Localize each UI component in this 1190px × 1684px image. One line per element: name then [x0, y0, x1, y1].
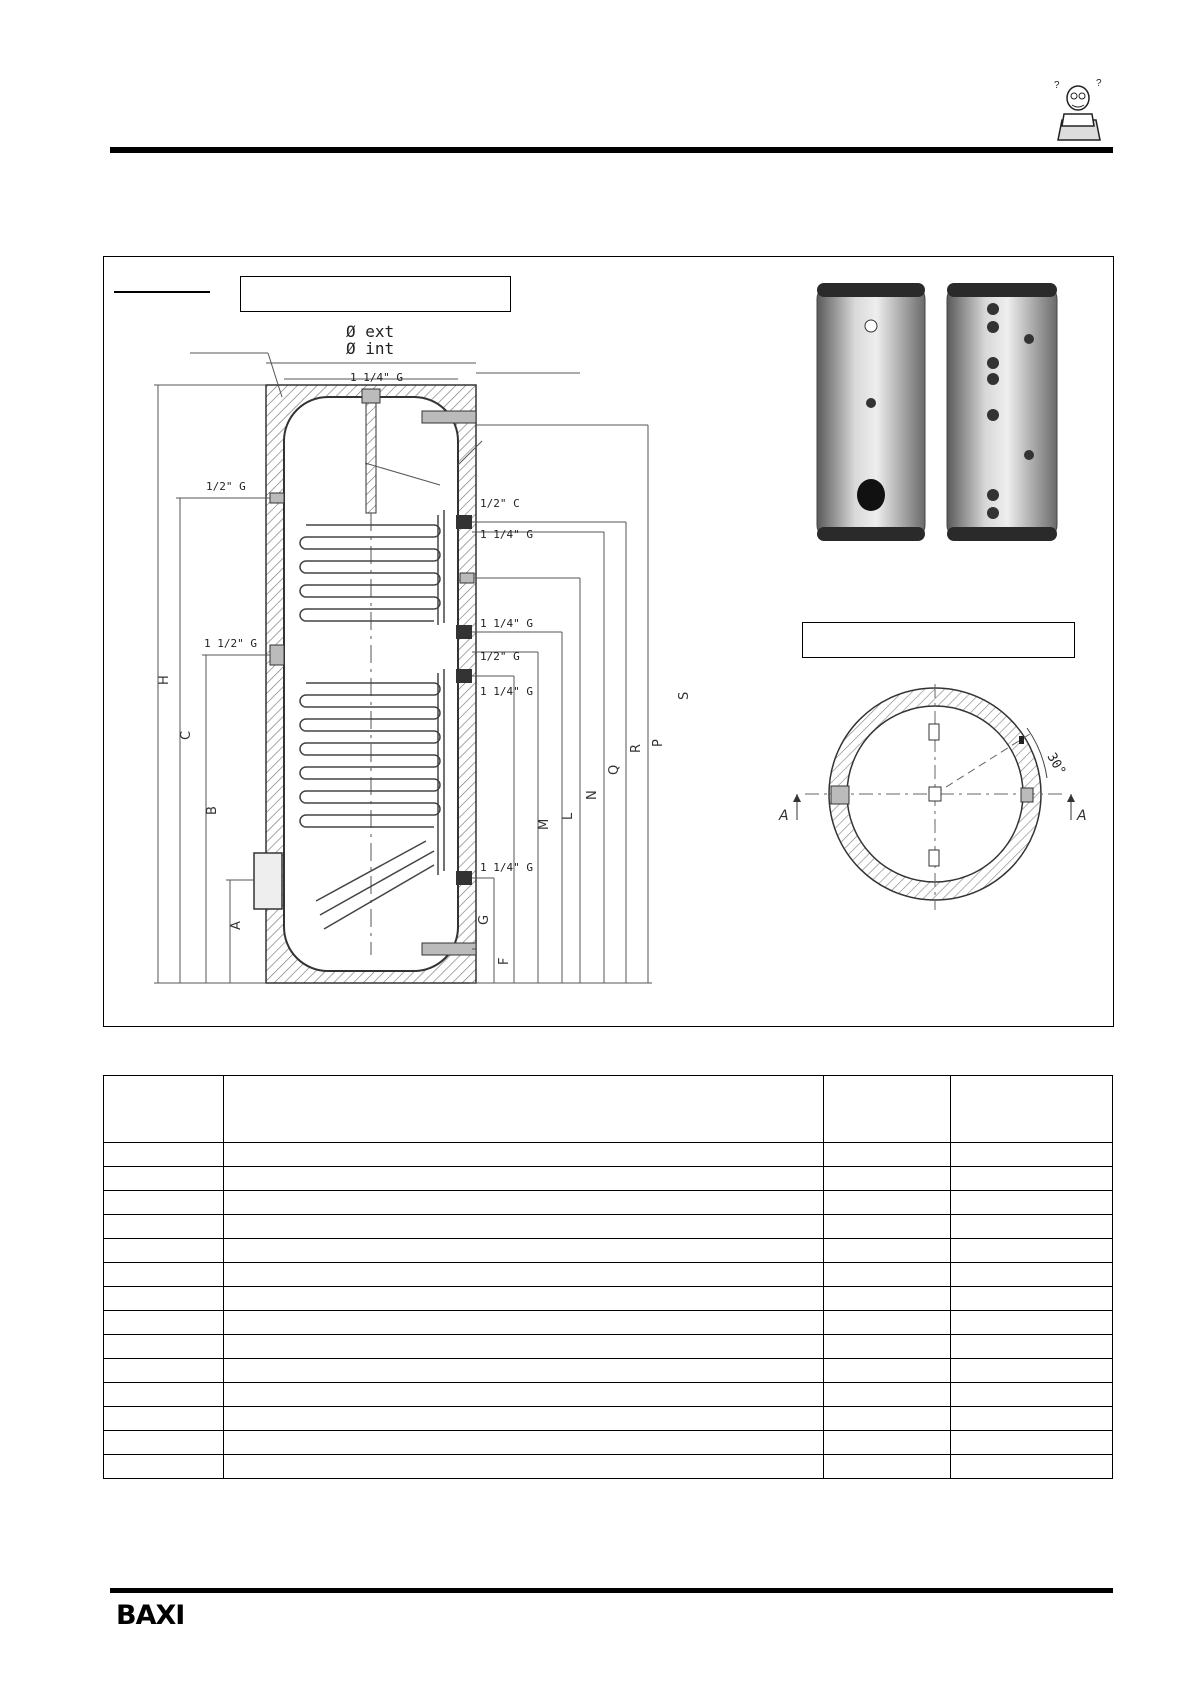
- section-title-box: [802, 622, 1075, 658]
- brand-logo: BAXI: [116, 1600, 185, 1631]
- table-row: [104, 1383, 1113, 1407]
- label-r1: 1/2" C: [480, 497, 520, 510]
- dim-P: P: [651, 739, 666, 747]
- boiler-section-drawing: [110, 315, 710, 995]
- figure-underline: [114, 291, 210, 293]
- figure-title-box: [240, 276, 511, 312]
- dim-R: R: [629, 743, 644, 753]
- mascot-icon: [1050, 76, 1108, 144]
- dim-S: S: [677, 691, 692, 700]
- table-row: [104, 1167, 1113, 1191]
- table-row: [104, 1215, 1113, 1239]
- footer-rule: [110, 1588, 1113, 1593]
- table-row: [104, 1407, 1113, 1431]
- table-row: [104, 1335, 1113, 1359]
- dim-G: G: [477, 914, 492, 925]
- label-top-conn: 1 1/4" G: [350, 371, 403, 384]
- angle-label: 30°: [1043, 750, 1069, 779]
- dim-N: N: [585, 790, 600, 800]
- table-row: [104, 1191, 1113, 1215]
- dim-A: A: [229, 921, 244, 930]
- svg-text:?: ?: [1096, 78, 1102, 89]
- label-r4: 1/2" G: [480, 650, 520, 663]
- dim-Q: Q: [607, 764, 622, 775]
- label-d-ext: Ø ext: [346, 322, 395, 341]
- label-r2: 1 1/4" G: [480, 528, 533, 541]
- table-row: [104, 1287, 1113, 1311]
- cut-label-left: A: [779, 808, 789, 824]
- table-row: [104, 1263, 1113, 1287]
- spec-table: [103, 1075, 1113, 1479]
- table-row: [104, 1143, 1113, 1167]
- table-row: [104, 1455, 1113, 1479]
- horizontal-section: [775, 680, 1090, 920]
- svg-text:?: ?: [1054, 80, 1060, 91]
- label-left-lower: 1 1/2" G: [204, 637, 257, 650]
- label-r5: 1 1/4" G: [480, 685, 533, 698]
- product-photo: [815, 281, 1067, 546]
- dim-F: F: [497, 957, 512, 965]
- label-left-upper: 1/2" G: [206, 480, 246, 493]
- table-row: [104, 1431, 1113, 1455]
- dim-H: H: [157, 675, 172, 685]
- dim-C: C: [179, 730, 194, 740]
- table-header-row: [104, 1076, 1113, 1143]
- dim-B: B: [205, 806, 220, 815]
- table-row: [104, 1359, 1113, 1383]
- label-r3: 1 1/4" G: [480, 617, 533, 630]
- table-row: [104, 1239, 1113, 1263]
- dim-M: M: [537, 818, 552, 830]
- dim-L: L: [561, 812, 576, 820]
- header-rule: [110, 147, 1113, 153]
- label-r6: 1 1/4" G: [480, 861, 533, 874]
- label-d-int: Ø int: [346, 339, 395, 358]
- cut-label-right: A: [1077, 808, 1087, 824]
- table-row: [104, 1311, 1113, 1335]
